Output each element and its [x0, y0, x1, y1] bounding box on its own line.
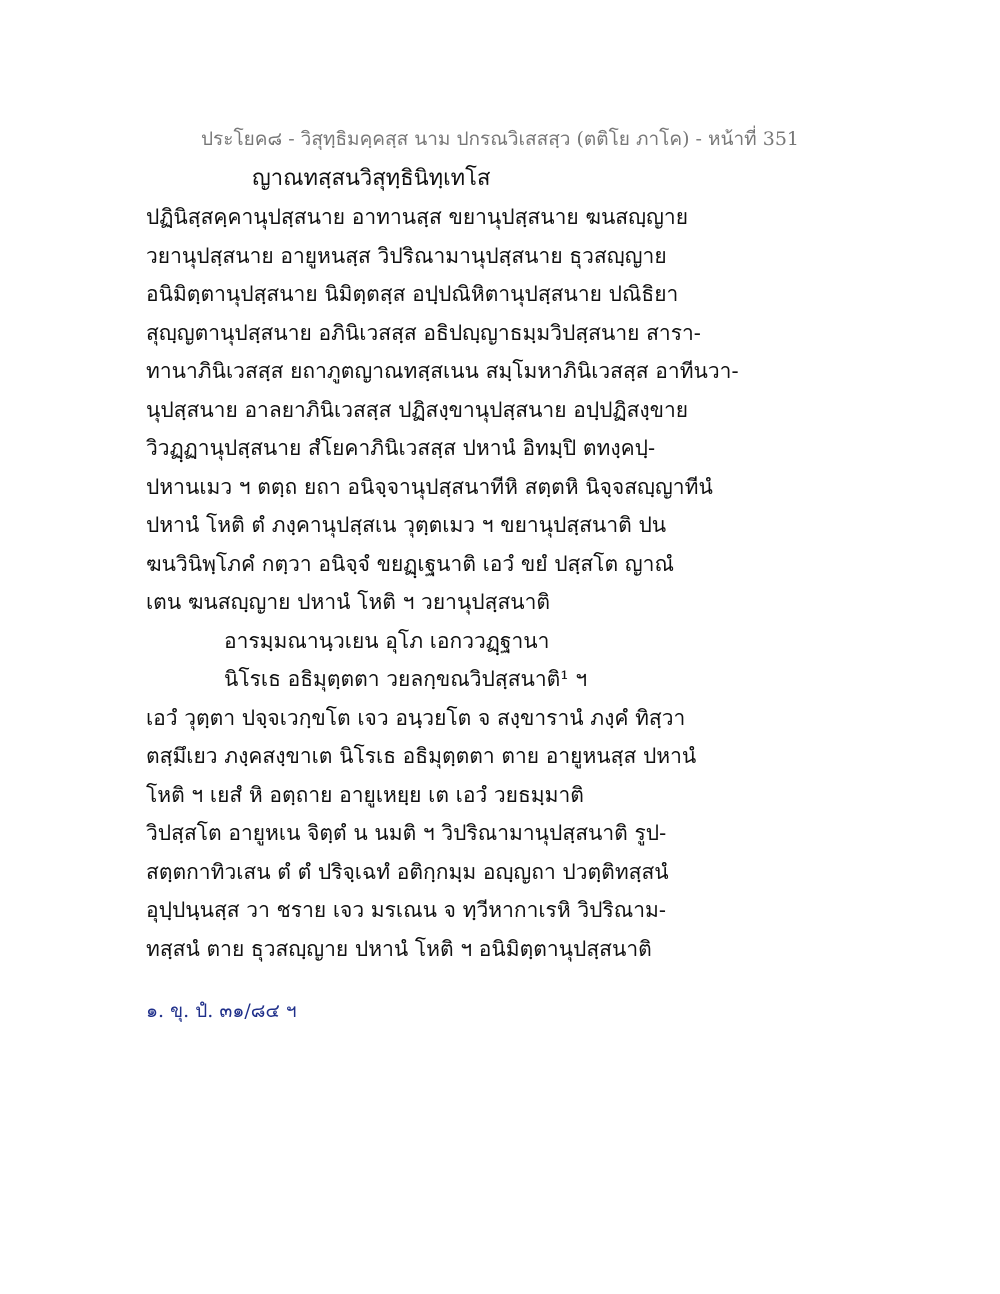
text-line: วิวฏฺฏานุปสฺสนาย สํโยคาภินิเวสสฺส ปหานํ อิทมฺปิ ตทงฺคปฺ-: [146, 436, 656, 460]
text-line: ตสฺมึเยว ภงฺคสงฺขาเต นิโรเธ อธิมุตฺตตา ตาย อายูหนสฺส ปหานํ: [146, 744, 697, 768]
text-line: วยานุปสฺสนาย อายูหนสฺส วิปริณามานุปสฺสนาย ธุวสญฺญาย: [146, 243, 667, 268]
text-line: ฆนวินิพฺโภคํ กตฺวา อนิจฺจํ ขยฏฺเฐนาติ เอวํ ขยํ ปสฺสโต ญาณํ: [146, 551, 674, 576]
footnote: ๑. ขุ. ปํ. ๓๑/๘๔ ฯ: [146, 1000, 297, 1022]
text-line: ปหานเมว ฯ ตตฺถ ยถา อนิจฺจานุปสฺสนาทีหิ สตฺตหิ นิจฺจสญฺญาทีนํ: [146, 474, 713, 499]
text-line: วิปสฺสโต อายูหเน จิตฺตํ น นมติ ฯ วิปริณามานุปสฺสนาติ รูป-: [146, 821, 667, 845]
text-line: ทานาภินิเวสสฺส ยถาภูตญาณทสฺสเนน สมฺโมหาภินิเวสสฺส อาทีนวา-: [146, 359, 739, 383]
text-line: โหติ ฯ เยสํ หิ อตฺถาย อายูเหยฺย เต เอวํ วยธมฺมาติ: [146, 782, 584, 807]
verse-line: นิโรเธ อธิมุตฺตตา วยลกฺขณวิปสฺสนาติ¹ ฯ: [224, 667, 588, 691]
text-line: สุญฺญตานุปสฺสนาย อภินิเวสสฺส อธิปญฺญาธมฺมวิปสฺสนาย สารา-: [146, 320, 701, 345]
text-line: อุปฺปนฺนสฺส วา ชราย เจว มรเณน จ ทฺวีหากาเรหิ วิปริณาม-: [146, 898, 666, 922]
verse-line: อารมฺมณานฺวเยน อุโภ เอกววฏฺฐานา: [224, 628, 550, 653]
text-line: นุปสฺสนาย อาลยาภินิเวสสฺส ปฏิสงฺขานุปสฺสนาย อปฺปฏิสงฺขาย: [146, 397, 689, 422]
body-text: [146, 198, 866, 968]
section-title: ญาณทสฺสนวิสุทฺธินิทฺเทโส: [252, 166, 491, 191]
text-line: ปฏินิสฺสคฺคานุปสฺสนาย อาทานสฺส ขยานุปสฺสนาย ฆนสญฺญาย: [146, 205, 689, 229]
text-line: เตน ฆนสญฺญาย ปหานํ โหติ ฯ วยานุปสฺสนาติ: [146, 590, 551, 614]
text-line: เอวํ วุตฺตา ปจฺจเวกฺขโต เจว อนฺวยโต จ สงฺขารานํ ภงฺคํ ทิสฺวา: [146, 705, 686, 730]
text-line: สตฺตกาทิวเสน ตํ ตํ ปริจฺเฉทํ อติกฺกมฺม อญฺญถา ปวตฺติทสฺสนํ: [146, 859, 669, 884]
text-line: ปหานํ โหติ ตํ ภงฺคานุปสฺสเน วุตฺตเมว ฯ ขยานุปสฺสนาติ ปน: [146, 513, 667, 537]
text-line: ทสฺสนํ ตาย ธุวสญฺญาย ปหานํ โหติ ฯ อนิมิตฺตานุปสฺสนาติ: [146, 936, 652, 961]
running-header: ประโยค๘ - วิสุทฺธิมคฺคสฺส นาม ปกรณวิเสสสฺว (ตติโย ภาโค) - หน้าที่ 351: [200, 128, 800, 150]
text-line: อนิมิตฺตานุปสฺสนาย นิมิตฺตสฺส อปฺปณิหิตานุปสฺสนาย ปณิธิยา: [146, 282, 679, 306]
